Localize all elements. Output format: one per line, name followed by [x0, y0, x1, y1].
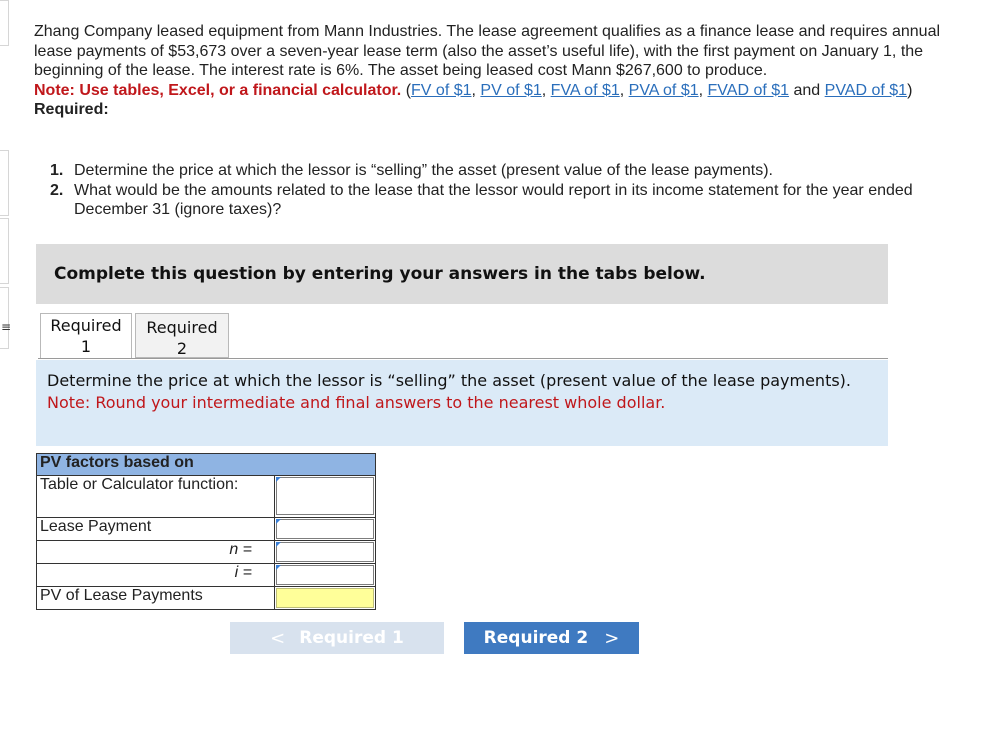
dropdown-marker-icon [276, 477, 281, 482]
label-n: n = [37, 541, 275, 564]
prev-label: Required 1 [299, 628, 404, 648]
note-label: Note: Use tables, Excel, or a financial calculator. [34, 81, 402, 99]
next-label: Required 2 [483, 628, 589, 648]
link-pv-of-1[interactable]: PV of $1 [480, 81, 542, 99]
pv-lease-payments-input[interactable] [276, 588, 374, 608]
table-calculator-cell [275, 476, 376, 518]
tab-required-1[interactable] [40, 313, 132, 358]
note-line: Note: Use tables, Excel, or a financial calculator. (FV of $1, PV of $1, FVA of $1, PVA of $1, FVAD of $1 and PVAD of $1) [34, 81, 913, 99]
pv-cell [275, 587, 376, 610]
label-table-calculator: Table or Calculator function: [37, 476, 275, 518]
problem-text: Zhang Company leased equipment from Mann Industries. The lease agreement qualifies as a finance lease and requires annual lease payments of $53,673 over a seven-year lease term (also the asset’s useful life), with the first payment on January 1, the beginning of the lease. The interest rate is 6%. The asset being leased cost Mann $267,600 to produce. [34, 23, 941, 79]
step-number: 2. [50, 181, 64, 199]
dropdown-marker-icon [276, 565, 281, 570]
dropdown-marker-icon [276, 519, 281, 524]
tab-label-line1: Required [146, 318, 218, 337]
dropdown-marker-icon [276, 542, 281, 547]
list-item [50, 181, 980, 220]
side-panel-edge-lower [0, 218, 9, 284]
side-panel-edge-middle [0, 150, 9, 216]
i-cell [275, 564, 376, 587]
link-fv-of-1[interactable]: FV of $1 [411, 81, 472, 99]
menu-icon[interactable]: ≡ [1, 320, 12, 334]
next-required-2-button[interactable] [464, 622, 639, 654]
instruction-note: Note: Round your intermediate and final answers to the nearest whole dollar. [47, 393, 666, 412]
tab-label-line2: 2 [176, 339, 188, 358]
step-text: What would be the amounts related to the lease that the lessor would report in its income statement for the year ended December 31 (ignore taxes)? [74, 181, 913, 218]
lease-payment-cell [275, 518, 376, 541]
link-fvad-of-1[interactable]: FVAD of $1 [707, 81, 790, 99]
tab-instructions [36, 360, 888, 446]
tab-label-line1: Required [50, 316, 122, 335]
link-fva-of-1[interactable]: FVA of $1 [550, 81, 620, 99]
n-cell [275, 541, 376, 564]
instruction-text: Determine the price at which the lessor is “selling” the asset (present value of the lease payments). [47, 371, 851, 390]
label-pv-lease-payments: PV of Lease Payments [37, 587, 275, 610]
link-pva-of-1[interactable]: PVA of $1 [628, 81, 699, 99]
tab-required-2[interactable] [135, 313, 229, 358]
label-lease-payment: Lease Payment [37, 518, 275, 541]
link-pvad-of-1[interactable]: PVAD of $1 [824, 81, 908, 99]
lease-payment-input[interactable] [276, 519, 374, 539]
side-panel-edge-top [0, 0, 9, 46]
table-calculator-input[interactable] [276, 477, 374, 515]
problem-statement [34, 22, 979, 120]
label-i: i = [37, 564, 275, 587]
i-input[interactable] [276, 565, 374, 585]
and-text: and [793, 81, 821, 99]
table-header: PV factors based on [37, 454, 376, 476]
instructions-banner [36, 244, 888, 304]
banner-text: Complete this question by entering your answers in the tabs below. [54, 264, 706, 284]
required-heading: Required: [34, 101, 109, 118]
step-number: 1. [50, 162, 64, 179]
prev-required-1-button[interactable] [230, 622, 444, 654]
step-text: Determine the price at which the lessor is “selling” the asset (present value of the lease payments). [74, 162, 773, 179]
chevron-right-icon: > [604, 627, 620, 649]
list-item [50, 161, 980, 181]
tab-divider [38, 358, 888, 359]
side-panel-edge-bottom [0, 287, 12, 349]
tab-label-line2: 1 [80, 337, 92, 356]
requirements-list [50, 161, 980, 220]
pv-calculation-table [36, 453, 376, 610]
n-input[interactable] [276, 542, 374, 562]
chevron-left-icon: < [270, 627, 286, 649]
